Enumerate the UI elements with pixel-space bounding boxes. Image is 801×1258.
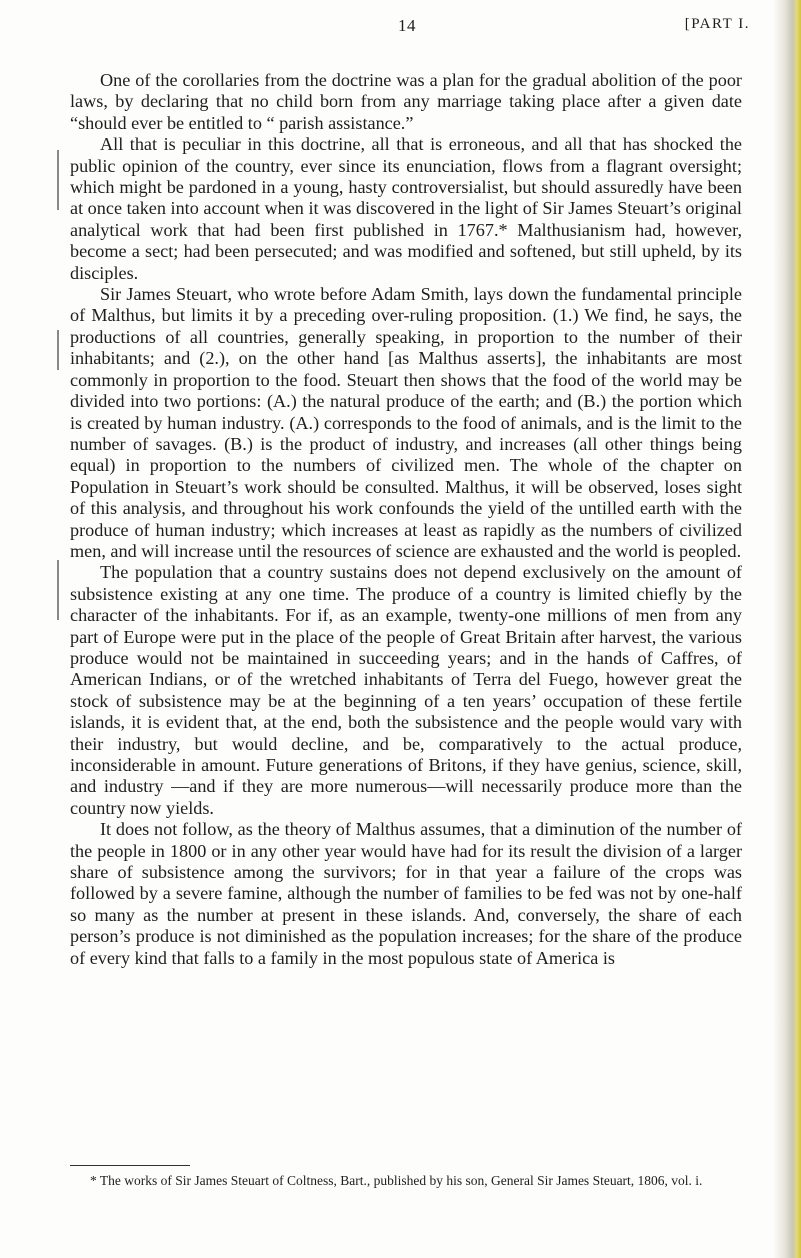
paragraph: Sir James Steuart, who wrote before Adam Smith, lays down the fundamental principle of Malthus, but limits it by a preceding over-ruling proposition. (1.) We find, he says, the productions of all countries, generally speaking, in proportion to the number of their inhabitants; and (2.), on the other hand [as Malthus asserts], the inhabitants are most commonly in proportion to the food. Steuart then shows that the food of the world may be divided into two portions: (A.) the natural produce of the earth; and (B.) the portion which is created by human industry. (A.) corresponds to the food of animals, and is the limit to the number of savages. (B.) is the product of industry, and increases (all other things being equal) in proportion to the numbers of civilized men. The whole of the chapter on Population in Steuart’s work should be consulted. Malthus, it will be observed, loses sight of this analysis, and throughout his work confounds the yield of the untilled earth with the produce of human industry; which increases at least as rapidly as the numbers of civilized men, and will increase until the resources of science are exhausted and the world is peopled.: [70, 284, 742, 561]
running-header: [60, 16, 780, 44]
footnote-rule: [70, 1165, 190, 1166]
paragraph: One of the corollaries from the doctrine was a plan for the gradual abolition of the poor laws, by declaring that no child born from any marriage taking place after a given date “should ever be entitled to “ parish assistance.”: [70, 70, 742, 133]
margin-mark: [57, 560, 59, 620]
page-number: 14: [398, 16, 416, 35]
page-edge: [773, 0, 801, 1258]
paragraph: It does not follow, as the theory of Malthus assumes, that a diminution of the number of the people in 1800 or in any other year would have had for its result the division of a larger share of subsistence among the survivors; for in that year a failure of the crops was followed by a severe famine, although the number of families to be fed was not by one-half so many as the number at present in these islands. And, conversely, the share of each person’s produce is not diminished as the population increases; for the share of the produce of every kind that falls to a family in the most populous state of America is: [70, 819, 742, 968]
body-text: [70, 70, 742, 969]
footnote: * The works of Sir James Steuart of Coltness, Bart., published by his son, General Sir James Steuart, 1806, vol. i.: [90, 1173, 703, 1188]
paragraph: The population that a country sustains does not depend exclusively on the amount of subsistence existing at any one time. The produce of a country is limited chiefly by the character of the inhabitants. For if, as an example, twenty-one millions of men from any part of Europe were put in the place of the people of Great Britain after harvest, the various produce would not be maintained in succeeding years; and in the hands of Caffres, of American Indians, or of the wretched inhabitants of Terra del Fuego, however great the stock of subsistence may be at the beginning of a ten years’ occupation of these fertile islands, it is evident that, at the end, both the subsistence and the people would vary with their industry, but would decline, and be, comparatively to the actual produce, inconsiderable in amount. Future generations of Britons, if they have genius, science, skill, and industry —and if they are more numerous—will necessarily produce more than the country now yields.: [70, 562, 742, 818]
margin-mark: [57, 150, 59, 210]
paragraph: All that is peculiar in this doctrine, all that is erroneous, and all that has shocked the public opinion of the country, ever since its enunciation, flows from a flagrant oversight; which might be pardoned in a young, hasty controversialist, but should assuredly have been at once taken into account when it was discovered in the light of Sir James Steuart’s original analytical work that had been first published in 1767.* Malthusianism had, however, become a sect; had been persecuted; and was modified and softened, but still upheld, by its disciples.: [70, 134, 742, 283]
part-label: [PART I.: [684, 16, 750, 32]
margin-mark: [57, 330, 59, 370]
